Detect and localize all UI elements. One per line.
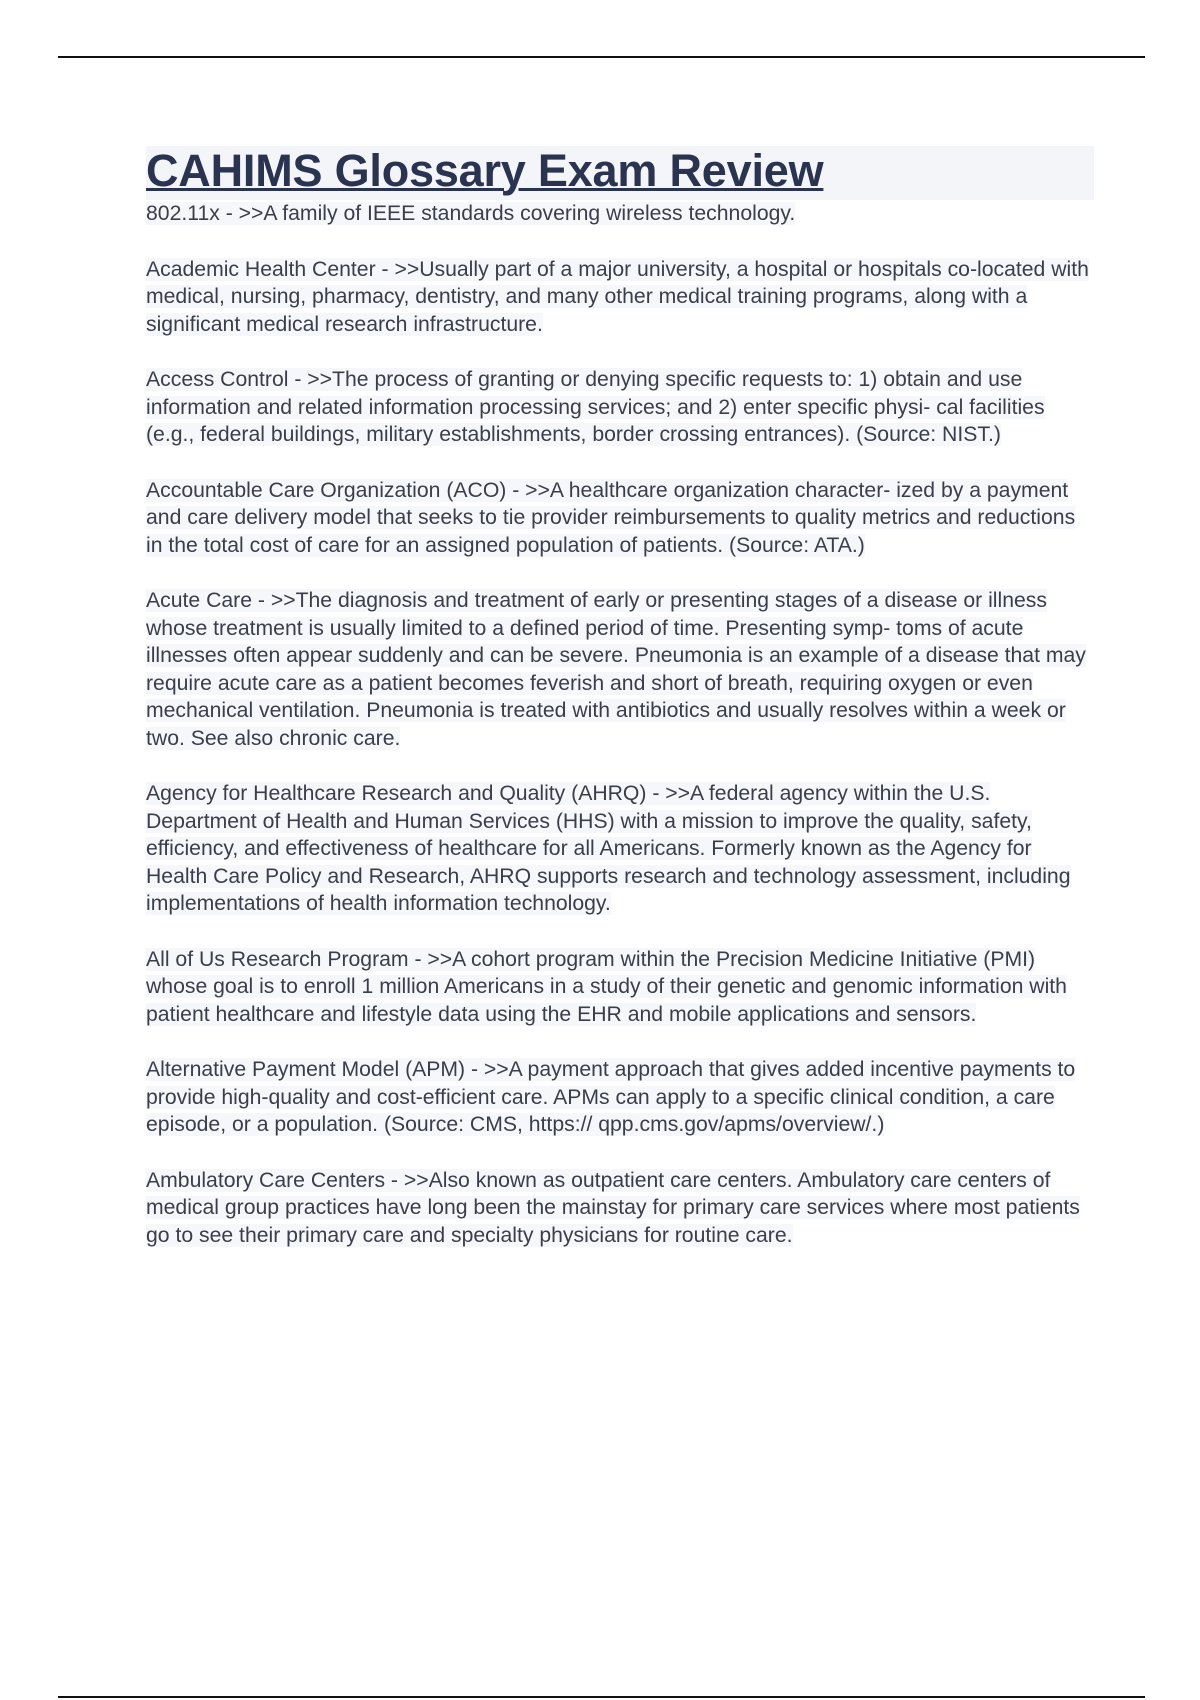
glossary-entry-text: Academic Health Center - >>Usually part of a major university, a hospital or hospitals co-located with medical, nursing, pharmacy, dentistry, and many other medical training programs, along with a significant medical research infrastructure. xyxy=(146,257,1089,336)
document-body xyxy=(146,146,1094,1277)
glossary-entry-text: Ambulatory Care Centers - >>Also known as outpatient care centers. Ambulatory care centers of medical group practices have long been the mainstay for primary care services where most patients go to see their primary care and specialty physicians for routine care. xyxy=(146,1168,1080,1247)
glossary-entry xyxy=(146,256,1094,339)
document-title: CAHIMS Glossary Exam Review xyxy=(146,145,824,196)
title-block xyxy=(146,146,1094,200)
glossary-entry-text: Accountable Care Organization (ACO) - >>A healthcare organization character- ized by a payment and care delivery model that seeks to tie provider reimbursements to quality metrics and reductions in the total cost of care for an assigned population of patients. (Source: ATA.) xyxy=(146,478,1076,557)
glossary-entry xyxy=(146,1056,1094,1139)
glossary-entry-text: Acute Care - >>The diagnosis and treatment of early or presenting stages of a disease or illness whose treatment is usually limited to a defined period of time. Presenting symp- toms of acute illnesses often appear suddenly and can be severe. Pneumonia is an example of a disease that may require acute care as a patient becomes feverish and short of breath, requiring oxygen or even mechanical ventilation. Pneumonia is treated with antibiotics and usually resolves within a week or two. See also chronic care. xyxy=(146,589,1086,750)
glossary-entry-text: Agency for Healthcare Research and Quality (AHRQ) - >>A federal agency within the U.S. Department of Health and Human Services (HHS) with a mission to improve the quality, safety, efficiency, and effectiveness of healthcare for all Americans. Formerly known as the Agency for Health Care Policy and Research, AHRQ supports research and technology assessment, including implementations of health information technology. xyxy=(146,782,1071,915)
glossary-list xyxy=(146,200,1094,1249)
glossary-entry-text: All of Us Research Program - >>A cohort program within the Precision Medicine Initiative (PMI) whose goal is to enroll 1 million Americans in a study of their genetic and genomic information with patient healthcare and lifestyle data using the EHR and mobile applications and sensors. xyxy=(146,947,1067,1026)
glossary-entry xyxy=(146,366,1094,449)
glossary-entry xyxy=(146,477,1094,560)
glossary-entry xyxy=(146,946,1094,1029)
bottom-rule xyxy=(58,1696,1145,1698)
glossary-entry-text: Access Control - >>The process of granting or denying specific requests to: 1) obtain and use information and related information processing services; and 2) enter specific physi- cal facilities (e.g., federal buildings, military establishments, border crossing entrances). (Source: NIST.) xyxy=(146,368,1045,446)
glossary-entry-text: 802.11x - >>A family of IEEE standards covering wireless technology. xyxy=(146,202,796,225)
glossary-entry xyxy=(146,587,1094,752)
top-rule xyxy=(58,56,1145,58)
glossary-entry xyxy=(146,200,1094,228)
glossary-entry xyxy=(146,1167,1094,1250)
glossary-entry xyxy=(146,780,1094,918)
glossary-entry-text: Alternative Payment Model (APM) - >>A payment approach that gives added incentive payments to provide high-quality and cost-efficient care. APMs can apply to a specific clinical condition, a care episode, or a population. (Source: CMS, https:// qpp.cms.gov/apms/overview/.) xyxy=(146,1058,1076,1136)
